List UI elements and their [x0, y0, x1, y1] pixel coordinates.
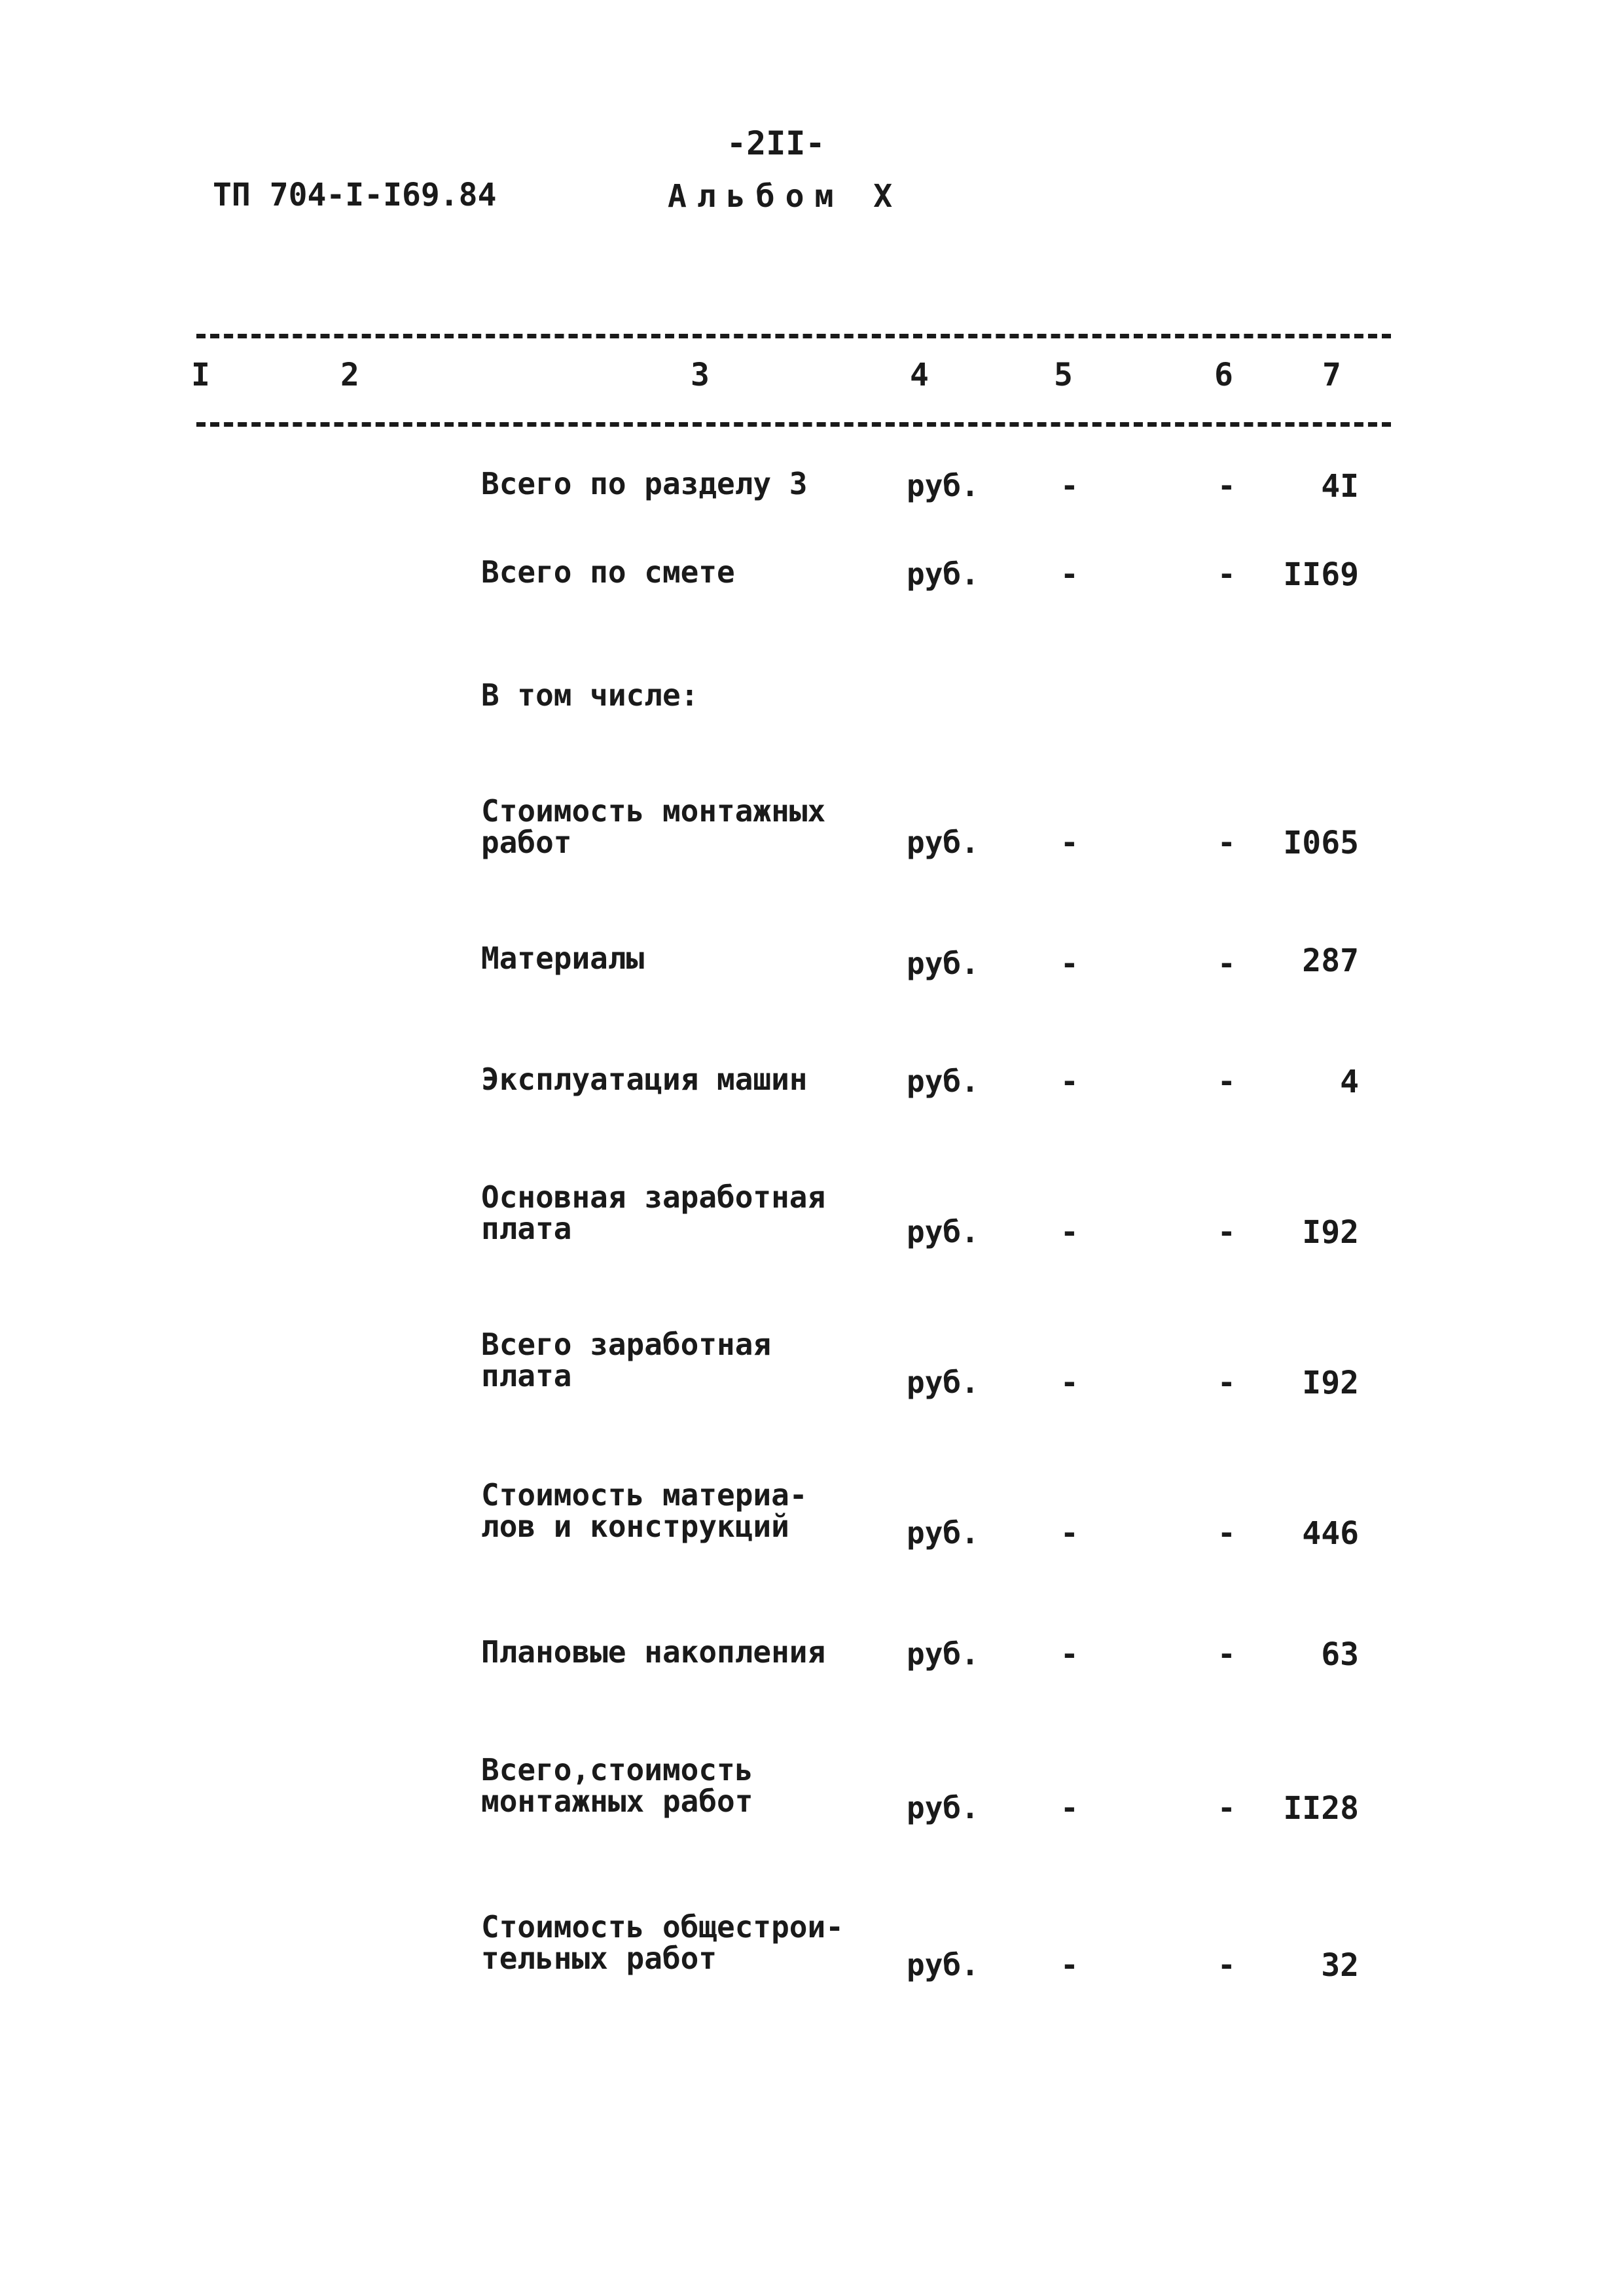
row-col7: 446	[1302, 1515, 1359, 1552]
row-unit: руб.	[907, 1636, 979, 1672]
row-col7: 32	[1321, 1947, 1359, 1984]
row-col5: -	[1060, 1064, 1079, 1099]
row-unit: руб.	[907, 1365, 979, 1400]
row-col6: -	[1218, 1947, 1236, 1982]
table-header-rule	[196, 422, 1391, 427]
row-col5: -	[1060, 1790, 1079, 1825]
row-col6: -	[1218, 1214, 1236, 1249]
row-name: Стоимость общестрои- тельных работ	[481, 1909, 844, 1976]
row-name: Плановые накопления	[481, 1634, 826, 1670]
row-col7: I065	[1283, 825, 1359, 861]
row-name: Всего по разделу 3	[481, 466, 808, 501]
row-col5: -	[1060, 1365, 1079, 1400]
row-unit: руб.	[907, 946, 979, 981]
row-name: Стоимость монтажных работ	[481, 793, 826, 860]
row-col5: -	[1060, 468, 1079, 503]
row-name: Эксплуатация машин	[481, 1062, 808, 1097]
row-col6: -	[1218, 468, 1236, 503]
row-unit: руб.	[907, 556, 979, 592]
row-col6: -	[1218, 825, 1236, 860]
page-number: -2II-	[727, 124, 825, 162]
column-number-7: 7	[1322, 357, 1341, 393]
column-number-2: 2	[340, 357, 359, 393]
row-unit: руб.	[907, 1064, 979, 1099]
album-title: Альбом X	[668, 178, 903, 215]
column-number-6: 6	[1214, 357, 1233, 393]
row-col5: -	[1060, 825, 1079, 860]
column-number-4: 4	[910, 357, 929, 393]
row-unit: руб.	[907, 825, 979, 860]
row-col7: II28	[1283, 1790, 1359, 1827]
column-number-1: I	[191, 357, 210, 393]
table-top-rule	[196, 334, 1391, 338]
row-col6: -	[1218, 1790, 1236, 1825]
row-col6: -	[1218, 946, 1236, 981]
row-col5: -	[1060, 946, 1079, 981]
row-col6: -	[1218, 1365, 1236, 1400]
row-unit: руб.	[907, 1947, 979, 1982]
row-name: Всего,стоимость монтажных работ	[481, 1752, 753, 1819]
row-unit: руб.	[907, 1790, 979, 1825]
row-col5: -	[1060, 1515, 1079, 1551]
subheading: В том числе:	[481, 677, 699, 713]
row-col5: -	[1060, 1636, 1079, 1672]
row-col7: I92	[1302, 1214, 1359, 1251]
row-col5: -	[1060, 1947, 1079, 1982]
row-col6: -	[1218, 1636, 1236, 1672]
column-number-3: 3	[691, 357, 710, 393]
row-name: Основная заработная плата	[481, 1179, 826, 1246]
row-name: Материалы	[481, 941, 645, 976]
row-col6: -	[1218, 1064, 1236, 1099]
document-code: ТП 704-I-I69.84	[213, 177, 497, 213]
column-number-5: 5	[1054, 357, 1073, 393]
row-name: Всего по смете	[481, 554, 735, 590]
row-name: Стоимость материа- лов и конструкций	[481, 1477, 808, 1544]
row-col6: -	[1218, 1515, 1236, 1551]
row-col7: 4I	[1321, 468, 1359, 505]
row-unit: руб.	[907, 1515, 979, 1551]
row-col7: 63	[1321, 1636, 1359, 1673]
row-col7: I92	[1302, 1365, 1359, 1401]
row-unit: руб.	[907, 1214, 979, 1249]
row-col5: -	[1060, 556, 1079, 592]
row-col7: 287	[1302, 942, 1359, 979]
row-col6: -	[1218, 556, 1236, 592]
row-col7: 4	[1340, 1064, 1359, 1100]
row-name: Всего заработная плата	[481, 1327, 772, 1393]
row-unit: руб.	[907, 468, 979, 503]
row-col5: -	[1060, 1214, 1079, 1249]
row-col7: II69	[1283, 556, 1359, 593]
